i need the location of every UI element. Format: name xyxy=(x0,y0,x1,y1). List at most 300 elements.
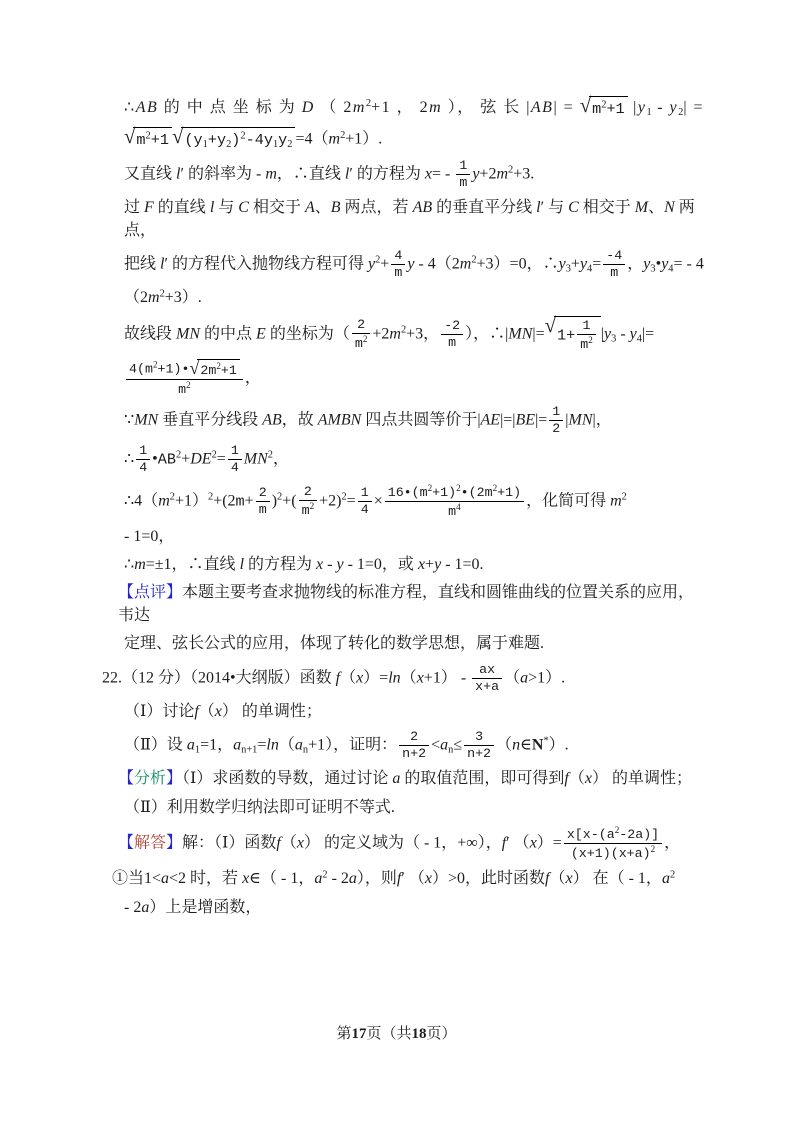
formula-text: 2 xyxy=(357,316,366,332)
formula-text: ），则 xyxy=(356,870,397,888)
formula-text: (x+1)(x+a) xyxy=(570,846,651,862)
fraction xyxy=(441,318,463,351)
formula-text: m xyxy=(328,130,341,148)
radical-sign-icon: √ xyxy=(189,357,200,378)
formula-text: 2 xyxy=(145,130,151,142)
radical-sign-icon: √ xyxy=(544,313,557,337)
formula-text: 解答 xyxy=(134,834,167,852)
formula-text: f xyxy=(501,834,507,852)
fraction-numerator xyxy=(464,729,494,746)
formula-text: 的方程为 xyxy=(244,556,317,574)
formula-line xyxy=(124,554,705,576)
formula-text: 4 xyxy=(587,263,593,275)
formula-text: +(2 xyxy=(213,491,236,509)
formula-text: ， xyxy=(627,255,644,273)
formula-text: x xyxy=(584,770,592,788)
formula-text: l xyxy=(209,199,215,217)
formula-text: +2 xyxy=(479,165,497,183)
fraction-denominator xyxy=(603,265,625,281)
formula-text: = - xyxy=(431,165,455,183)
radicand xyxy=(589,96,628,120)
formula-text: ）>0，此时函数 xyxy=(431,870,546,888)
formula-text: +1)• xyxy=(157,361,190,377)
formula-text: y xyxy=(407,255,415,273)
formula-text: a xyxy=(520,668,529,686)
formula-text: =±1，∴直线 xyxy=(145,556,240,574)
fraction xyxy=(472,662,502,695)
formula-text: 本题主要考查求抛物线的标准方程，直线和圆锥曲线的位置关系的应用，韦达 xyxy=(118,584,695,624)
formula-text: 1 xyxy=(194,744,201,756)
formula-text: ，∴直线 xyxy=(276,165,345,183)
formula-text: ，故 xyxy=(281,411,318,429)
formula-text: f xyxy=(276,834,281,852)
formula-text: m xyxy=(459,175,468,191)
formula-text: 2 xyxy=(309,500,315,511)
formula-line xyxy=(124,526,705,548)
formula-text: ∵ xyxy=(124,411,135,429)
radical-sign-icon: √ xyxy=(579,94,592,117)
fraction-numerator xyxy=(441,318,463,335)
formula-text: 2 xyxy=(159,288,165,300)
formula-text: +3）=0，∴ xyxy=(476,255,559,273)
formula-text: ）= xyxy=(536,834,562,852)
formula-text: 3 xyxy=(565,263,571,275)
fraction-numerator xyxy=(472,662,502,679)
formula-text: C xyxy=(238,199,249,217)
square-root xyxy=(544,313,601,353)
formula-text: + xyxy=(380,255,390,273)
formula-text: n+2 xyxy=(402,746,427,762)
formula-line xyxy=(124,287,705,309)
fraction-denominator xyxy=(136,460,150,476)
fraction-denominator xyxy=(228,460,242,476)
fraction xyxy=(352,317,371,352)
formula-line xyxy=(124,633,705,655)
formula-text: 两点，若 xyxy=(340,199,413,217)
formula-text: 1+ xyxy=(557,326,576,345)
formula-text: M xyxy=(634,199,649,217)
formula-text: 2 xyxy=(258,484,267,500)
formula-text: m xyxy=(394,265,403,281)
formula-text: 2 xyxy=(492,482,498,493)
formula-text: x xyxy=(296,834,304,852)
formula-text: MN xyxy=(243,450,268,468)
formula-text: y xyxy=(367,255,376,273)
fraction-denominator xyxy=(299,501,318,519)
formula-text: |= xyxy=(535,411,548,429)
formula-text: 2 xyxy=(427,482,433,493)
formula-text: +1） xyxy=(174,491,208,509)
formula-text: 页（共 xyxy=(366,1026,412,1042)
formula-text: = xyxy=(257,736,267,754)
formula-text: +1 xyxy=(220,362,237,378)
formula-text: =1， xyxy=(200,736,234,754)
formula-text: ′ 的方程代入抛物线方程可得 xyxy=(164,255,368,273)
formula-text: n xyxy=(512,736,521,754)
formula-text: y xyxy=(579,255,588,273)
formula-text: m xyxy=(448,334,457,350)
formula-line xyxy=(112,868,705,890)
formula-text: ′ 的斜率为 - xyxy=(180,165,266,183)
formula-text: f xyxy=(396,870,402,888)
fraction xyxy=(136,443,150,476)
formula-line xyxy=(124,729,705,762)
formula-text: n+1 xyxy=(241,744,258,756)
formula-text: x xyxy=(242,870,250,888)
formula-text: B xyxy=(330,199,341,217)
formula-text: x xyxy=(424,870,432,888)
formula-text: ′ （ xyxy=(401,870,425,888)
formula-text: 分析 xyxy=(134,770,167,788)
fraction-numerator xyxy=(564,825,662,844)
formula-text: 16•(m xyxy=(387,484,428,500)
formula-text: 2 xyxy=(226,138,232,150)
formula-text: m xyxy=(354,335,363,351)
formula-text: (y xyxy=(184,130,203,149)
formula-text: +1 xyxy=(150,131,169,150)
formula-text: m xyxy=(134,556,146,574)
formula-text: 4 xyxy=(360,501,369,517)
formula-text: 4(m xyxy=(129,361,153,377)
formula-text: - 1=0，或 xyxy=(343,556,418,574)
fraction xyxy=(358,485,372,518)
formula-text: | = xyxy=(683,98,705,116)
formula-text: +3）. xyxy=(164,289,202,307)
formula-text: ) xyxy=(271,491,278,509)
formula-text: -4y xyxy=(245,130,273,149)
formula-text: 3 xyxy=(611,333,617,345)
fraction xyxy=(399,729,429,762)
formula-text: - 1=0. xyxy=(441,556,484,574)
formula-text: 的中点 xyxy=(200,325,257,343)
formula-text: +1) xyxy=(432,484,457,500)
formula-text: | = xyxy=(553,98,580,116)
formula-line xyxy=(124,359,705,398)
formula-text: a xyxy=(294,736,303,754)
formula-text: m xyxy=(235,491,245,510)
formula-text: 【 xyxy=(118,834,135,852)
fraction xyxy=(385,483,524,520)
formula-text: n+2 xyxy=(467,746,492,762)
formula-text: 【 xyxy=(118,770,135,788)
formula-text: （ xyxy=(504,668,521,686)
formula-text: y xyxy=(661,255,669,273)
formula-line xyxy=(124,248,705,281)
formula-text: x xyxy=(416,668,424,686)
formula-text: • xyxy=(152,450,158,468)
formula-text: 2 xyxy=(240,129,246,141)
formula-text: x xyxy=(417,556,426,574)
formula-text: ，化简可得 xyxy=(526,491,611,509)
formula-text: ， xyxy=(664,834,681,852)
formula-text: 又直线 xyxy=(124,165,177,183)
formula-text: 2 xyxy=(621,491,627,503)
formula-text: m xyxy=(178,382,187,398)
formula-text: 2 xyxy=(340,129,346,141)
formula-text: y xyxy=(336,556,344,574)
formula-text: 22.（12 分）（2014•大纲版）函数 xyxy=(102,668,336,686)
formula-text: 1 xyxy=(139,443,148,459)
formula-text: -2 xyxy=(444,317,461,333)
formula-text: 过 xyxy=(124,199,145,217)
formula-text: y xyxy=(669,98,679,116)
fraction xyxy=(603,248,625,281)
formula-text: +3， xyxy=(406,325,440,343)
fraction-numerator xyxy=(256,485,270,502)
formula-line xyxy=(124,443,705,476)
formula-text: （ xyxy=(568,770,585,788)
page-footer xyxy=(0,1022,793,1043)
formula-text: +1） - xyxy=(423,668,471,686)
formula-text: = - 4 xyxy=(673,255,704,273)
formula-text: +( xyxy=(282,491,297,509)
formula-text: ）， 弦 长 | xyxy=(442,98,531,116)
formula-text: n xyxy=(302,744,309,756)
formula-line xyxy=(124,404,705,437)
formula-text: | xyxy=(627,98,638,116)
fraction-numerator xyxy=(391,248,405,265)
formula-text: 定理、弦长公式的应用，体现了转化的数学思想，属于难题. xyxy=(124,635,545,653)
formula-text: l xyxy=(344,165,350,183)
fraction xyxy=(464,729,494,762)
formula-text: 2 xyxy=(552,421,561,437)
formula-text: • xyxy=(655,255,662,273)
formula-text: 2m xyxy=(200,362,217,378)
formula-text: - 1=0， xyxy=(124,527,175,545)
formula-text: + xyxy=(570,255,580,273)
formula-text: AB xyxy=(157,450,177,469)
radical-sign-icon: √ xyxy=(171,124,184,148)
formula-text: a xyxy=(161,870,170,888)
formula-text: ∴ xyxy=(124,556,135,574)
square-root xyxy=(189,359,239,379)
fraction xyxy=(549,404,563,437)
formula-text: 解：（Ⅰ）函数 xyxy=(182,834,277,852)
formula-text: f xyxy=(545,870,550,888)
formula-line xyxy=(124,483,705,520)
fraction xyxy=(228,443,242,476)
formula-text: ′ （ xyxy=(506,834,530,852)
formula-line xyxy=(124,797,705,819)
formula-text: 2 xyxy=(400,324,407,336)
formula-text: （Ⅱ）利用数学归纳法即可证明不等式. xyxy=(124,798,395,816)
formula-text: ） 在（ - 1， xyxy=(572,870,662,888)
formula-text: n xyxy=(448,744,454,756)
formula-text: 2 xyxy=(169,491,175,503)
formula-text: ）上是增函数， xyxy=(149,898,262,916)
formula-text: AB xyxy=(412,199,433,217)
formula-text: x xyxy=(214,702,222,720)
formula-text: ∴ xyxy=(124,450,135,468)
formula-text: 第 xyxy=(336,1026,352,1042)
formula-text: 两点， xyxy=(124,199,695,239)
fraction xyxy=(299,484,318,519)
formula-text: MN xyxy=(508,325,533,343)
fraction-numerator xyxy=(577,318,596,335)
formula-text: -2a)] xyxy=(619,827,660,843)
formula-text: =4（ xyxy=(295,130,329,148)
formula-text: ∈ xyxy=(520,736,532,754)
formula-text: 2 xyxy=(322,869,328,881)
formula-text: * xyxy=(543,735,549,747)
formula-text: +1 ， 2 xyxy=(371,98,430,116)
formula-text: ， xyxy=(273,450,290,468)
formula-text: 2 xyxy=(456,482,461,493)
fraction xyxy=(577,318,596,353)
formula-text: ′ 与 xyxy=(540,199,569,217)
square-root xyxy=(580,96,628,120)
formula-text: |= xyxy=(532,325,545,343)
formula-text: 相交于 xyxy=(578,199,635,217)
formula-text: 四点共圆等价于| xyxy=(361,411,481,429)
formula-line xyxy=(124,897,705,919)
formula-text: 垂直平分线段 xyxy=(158,411,263,429)
formula-text: 1 xyxy=(202,138,208,150)
fraction-numerator xyxy=(136,443,150,460)
formula-line xyxy=(124,701,705,723)
formula-text: ∴ xyxy=(124,98,136,116)
formula-text: 2 xyxy=(508,164,514,176)
formula-text: 2 xyxy=(211,449,217,461)
formula-text: +y xyxy=(207,130,227,149)
formula-text: - 4（2 xyxy=(414,255,460,273)
formula-text: + xyxy=(244,491,254,509)
formula-text: 2 xyxy=(678,106,684,118)
formula-text: = xyxy=(592,255,602,273)
formula-text: y xyxy=(629,325,637,343)
formula-text: y xyxy=(434,556,442,574)
formula-text: m xyxy=(352,98,366,116)
formula-text: x xyxy=(424,165,432,183)
formula-text: AB xyxy=(135,98,159,116)
formula-text: |， xyxy=(592,411,612,429)
formula-text: 2 xyxy=(267,449,273,461)
formula-text: 18 xyxy=(411,1026,427,1042)
formula-text: ）. xyxy=(548,736,569,754)
formula-text: （ xyxy=(278,736,295,754)
formula-text: （ xyxy=(549,870,566,888)
radicand xyxy=(133,127,172,151)
formula-text: （ xyxy=(496,736,513,754)
fraction-numerator xyxy=(399,729,429,746)
fraction-numerator xyxy=(549,404,563,421)
formula-text: 、 xyxy=(314,199,331,217)
formula-text: ) xyxy=(231,130,241,149)
radical-sign-icon: √ xyxy=(124,125,136,149)
formula-text: 把线 xyxy=(124,255,161,273)
formula-text: m xyxy=(429,98,443,116)
fraction xyxy=(456,158,470,191)
formula-text: y xyxy=(278,130,288,149)
formula-text: 】 xyxy=(166,834,183,852)
formula-text: m xyxy=(459,255,472,273)
formula-text: AB xyxy=(262,411,282,429)
formula-text: x xyxy=(565,870,573,888)
fraction-denominator xyxy=(472,679,502,695)
fraction-numerator xyxy=(126,359,243,380)
formula-text: m xyxy=(148,289,160,307)
formula-text: a xyxy=(348,870,357,888)
formula-line xyxy=(124,158,705,191)
formula-text: 2 xyxy=(410,729,419,745)
formula-text: •(2m xyxy=(460,484,493,500)
formula-text: y xyxy=(558,255,566,273)
formula-text: F xyxy=(144,199,154,217)
formula-text: - xyxy=(323,556,337,574)
formula-line xyxy=(118,825,705,862)
formula-text: <2 时，若 xyxy=(169,870,243,888)
formula-text: 2 xyxy=(176,449,182,461)
fraction-denominator xyxy=(256,502,270,518)
formula-text: 页） xyxy=(426,1026,457,1042)
formula-text: 2 xyxy=(362,333,368,344)
formula-text: a xyxy=(186,736,195,754)
formula-text: m xyxy=(301,502,310,518)
formula-text: 17 xyxy=(351,1026,367,1042)
radicand xyxy=(197,359,239,379)
formula-text: 2 xyxy=(471,254,477,266)
formula-text: 3 xyxy=(475,729,484,745)
fraction-denominator xyxy=(441,335,463,351)
formula-text: +2) xyxy=(319,491,342,509)
square-root xyxy=(171,124,296,153)
formula-text: N xyxy=(664,199,675,217)
fraction-denominator xyxy=(126,380,243,398)
formula-text: y xyxy=(604,325,612,343)
formula-text: AB xyxy=(530,98,554,116)
radicand xyxy=(554,316,601,353)
formula-text: m xyxy=(580,336,589,352)
formula-text: a xyxy=(141,898,150,916)
formula-text: l xyxy=(160,255,165,273)
square-root xyxy=(124,127,172,151)
formula-text: 2 xyxy=(650,844,656,855)
formula-line xyxy=(124,197,705,242)
formula-text: = xyxy=(216,450,226,468)
fraction-denominator xyxy=(399,746,429,762)
formula-text: （2 xyxy=(124,289,149,307)
formula-text: | xyxy=(600,325,604,343)
formula-text: AMBN xyxy=(317,411,362,429)
formula-text: A xyxy=(304,199,315,217)
formula-text: 2 xyxy=(152,359,158,370)
formula-text: BE xyxy=(515,411,536,429)
formula-text: a xyxy=(661,870,670,888)
formula-text: 2 xyxy=(365,98,372,110)
fraction xyxy=(256,485,270,518)
fraction xyxy=(564,825,662,862)
formula-text: l xyxy=(239,556,245,574)
formula-text: a xyxy=(392,770,401,788)
formula-text: 与 xyxy=(214,199,239,217)
formula-text: ①当1< xyxy=(112,870,162,888)
formula-text: 2 xyxy=(216,360,221,371)
formula-line xyxy=(118,768,705,790)
formula-line xyxy=(102,662,705,695)
formula-text: 2 xyxy=(303,483,312,499)
formula-text: a xyxy=(314,870,323,888)
formula-text: （ xyxy=(198,702,215,720)
formula-text: MN xyxy=(176,325,201,343)
formula-text: 故线段 xyxy=(124,325,177,343)
formula-text: f xyxy=(194,702,199,720)
formula-text: = xyxy=(346,491,356,509)
formula-text: m xyxy=(158,491,170,509)
formula-text: x+a xyxy=(475,678,500,694)
formula-text: 2 xyxy=(375,254,381,266)
formula-text: 、 xyxy=(648,199,665,217)
formula-text: a xyxy=(440,736,449,754)
